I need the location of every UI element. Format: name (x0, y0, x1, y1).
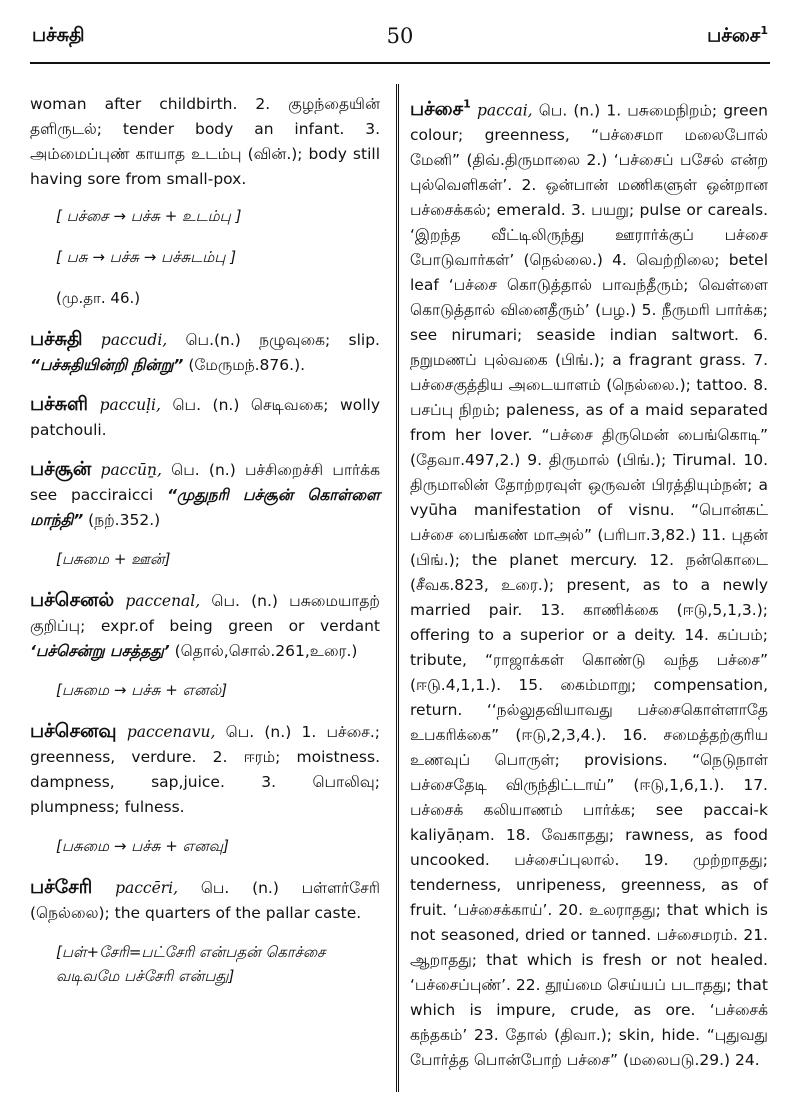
transliteration: paccudi, (100, 331, 168, 349)
continued-entry-text: woman after childbirth. 2. குழந்தையின் தளிருடல்; tender body an infant. 3. அம்மைப்புண் காயாத உடம்பு (வின்.); body still having sore from small-pox. (30, 95, 380, 188)
etymology-3: [பசுமை + ஊன்] (56, 550, 171, 568)
definition: பெ. (n.) செடிவகை; wolly patchouli. (30, 396, 380, 439)
definition: பெ. (n.) பள்ளர்சேரி (நெல்லை); the quarters of the pallar caste. (30, 879, 380, 922)
headword: பச்செனல் (30, 589, 115, 611)
header-right-superscript: 1 (760, 24, 768, 37)
source: (தொல்,சொல்.261,உரை.) (174, 642, 358, 660)
headword: பச்சேரி (30, 876, 93, 898)
left-column (30, 92, 380, 1004)
transliteration: paccuḷi, (99, 396, 161, 414)
headword-text: பச்சை (410, 98, 464, 121)
source: (நற்.352.) (88, 511, 161, 529)
header-left-guideword: பச்சுதி (32, 24, 85, 46)
header-right-word: பச்சை (707, 24, 761, 47)
header-right-guideword (707, 24, 768, 49)
etymology-4: [பசுமை → பச்சு + எனல்] (56, 681, 228, 699)
etymology-1: [ பச்சை → பச்சு + உடம்பு ] (56, 207, 242, 225)
page-header (30, 18, 770, 64)
headword: பச்செனவு (30, 720, 117, 742)
headword (410, 98, 471, 120)
page-number: 50 (386, 24, 414, 48)
transliteration: paccai, (476, 101, 533, 120)
transliteration: paccenavu, (126, 723, 216, 741)
definition: பெ. (n.) பச்சிறைச்சி பார்க்க see pacciraicci (30, 461, 380, 504)
entry-paccheri (30, 875, 380, 926)
quotation: “முதுநரி பச்சூன் கொள்ளை மாந்தி” (30, 486, 380, 529)
right-column (410, 92, 768, 1087)
transliteration: paccenal, (125, 592, 201, 610)
entry-pacchai (410, 92, 768, 1073)
transliteration: paccēri, (115, 879, 179, 897)
quotation: ‘பச்சென்று பசத்தது’ (30, 642, 170, 660)
source: (மேருமந்.876.). (188, 356, 306, 374)
entry-pacchuthi (30, 327, 380, 378)
entry-pacchenavu (30, 719, 380, 820)
headword-superscript: 1 (463, 98, 471, 111)
headword: பச்சுளி (30, 393, 89, 415)
reference-1: (மு.தா. 46.) (56, 289, 141, 307)
transliteration: paccūṉ, (100, 461, 162, 479)
definition: பெ. (n.) 1. பச்சை.; greenness, verdure. 2. ஈரம்; moistness. dampness, sap,juice. 3. பொலிவு; plumpness; fulness. (30, 723, 380, 816)
entry-pacchenal (30, 588, 380, 664)
headword: பச்சூன் (30, 458, 92, 480)
definition: பெ.(n.) நழுவுகை; slip. (185, 331, 380, 349)
entry-pacchuli (30, 392, 380, 443)
quotation: “பச்சுதியின்றி நின்று” (30, 356, 184, 374)
definition: பெ. (n.) பசுமையாதற் குறிப்பு; expr.of being green or verdant (30, 592, 380, 635)
etymology-6: [பள்+சேரி=பட்சேரி என்பதன் கொச்சை வடிவமே பச்சேரி என்பது] (56, 943, 326, 985)
definition: பெ. (n.) 1. பசுமைநிறம்; green colour; greenness, “பச்சைமா மலைபோல் மேனி” (திவ்.திருமாலை 2.) ‘பச்சைப் பசேல் என்ற புல்வெளிகள்’. 2. ஒன்பான் மணிகளுள் ஒன்றான பச்சைக்கல்; emerald. 3. பயறு; pulse or careals. ‘இறந்த வீட்டிலிருந்து ஊரார்க்குப் பச்சை போடுவார்கள்’ (நெல்லை.) 4. வெற்றிலை; betel leaf ‘பச்சை கொடுத்தால் பாவந்தீரும்; வெள்ளை கொடுத்தால் வினைதீரும்’ (பழ.) 5. நீருமரி பார்க்க; see nirumari; seaside indian saltwort. 6. நறுமணப் புல்வகை (பிங்.); a fragrant grass. 7. பச்சைகுத்திய அடையாளம் (நெல்லை.); tattoo. 8. பசப்பு நிறம்; paleness, as of a maid separated from her lover. “பச்சை திருமென் பைங்கொடி” (தேவா.497,2.) 9. திருமால் (பிங்.); Tirumal. 10. திருமாலின் தோற்றரவுள் ஒருவன் பிரத்தியும்நன்; a vyūha manifestation of visnu. “பொன்கட் பச்சை பைங்கண் மாஅல்” (பரிபா.3,82.) 11. புதன் (பிங்.); the planet mercury. 12. நன்கொடை (சீவக.823, உரை.); present, as to a newly married pair. 13. காணிக்கை (ஈடு,5,1,3.); offering to a superior or a deity. 14. கப்பம்; tribute, “ராஜாக்கள் கொண்டு வந்த பச்சை” (ஈடு.4,1,1.). 15. கைம்மாறு; compensation, return. ‘‘நல்லுதவியாவது பச்சைகொள்ளாதே உபகரிக்கை” (ஈடு,2,3,4.). 16. சமைத்தற்குரிய உணவுப் பொருள்; provisions. “நெடுநாள் பச்சைதேடி விருந்திட்டாய்” (ஈடு,1,6,1.). 17. பச்சைக் கலியாணம் பார்க்க; see paccai-k kaliyāṇam. 18. வேகாதது; rawness, as food uncooked. பச்சைப்புலால். 19. முற்றாதது; tenderness, unripeness, greenness, as of fruit. ‘பச்சைக்காய்’. 20. உலராதது; that which is not seasoned, dried or tanned. பச்சைமரம். 21. ஆறாதது; that which is fresh or not healed. ‘பச்சைப்புண்’. 22. தூய்மை செய்யப் படாதது; that which is impure, crude, as ore. ‘பச்சைக் கந்தகம்’ 23. தோல் (திவா.); skin, hide. “புதுவது போர்த்த பொன்போற் பச்சை” (மலைபடு.29.) 24. (410, 101, 768, 1070)
headword: பச்சுதி (30, 328, 83, 350)
column-divider (396, 84, 399, 1092)
etymology-5: [பசுமை → பச்சு + எனவு] (56, 837, 229, 855)
etymology-2: [ பசு → பச்சு → பச்சுடம்பு ] (56, 248, 237, 266)
entry-pacchoon (30, 457, 380, 533)
